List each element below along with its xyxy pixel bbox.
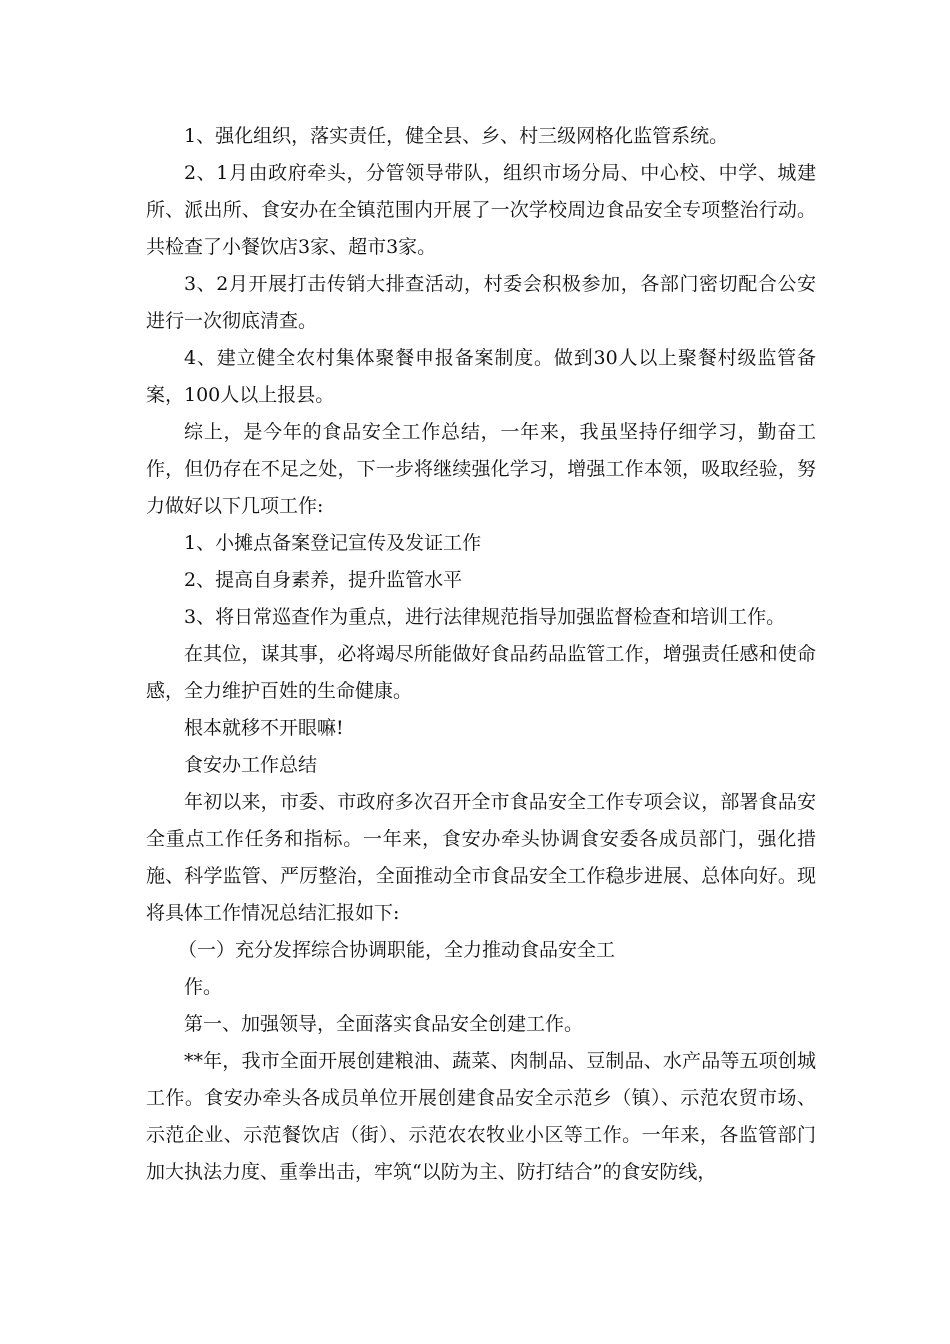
section-heading-1-continued: 作。 [184,976,223,998]
section-heading-1: （一）充分发挥综合协调职能，全力推动食品安全工 [178,939,616,961]
paragraph-item-2: 2、1月由政府牵头，分管领导带队，组织市场分局、中心校、中学、城建所、派出所、食安办在全镇范围内开展了一次学校周边食品安全专项整治行动。共检查了小餐饮店3家、超市3家。 [146,162,816,258]
section-title: 食安办工作总结 [184,754,318,776]
paragraph-task-1: 1、小摊点备案登记宣传及发证工作 [184,532,482,554]
subheading-1: 第一、加强领导，全面落实食品安全创建工作。 [184,1013,584,1035]
paragraph-item-1: 1、强化组织，落实责任，健全县、乡、村三级网格化监管系统。 [184,125,729,147]
paragraph-task-2: 2、提高自身素养，提升监管水平 [184,569,463,591]
paragraph-summary: 综上，是今年的食品安全工作总结，一年来，我虽坚持仔细学习，勤奋工作，但仍存在不足之处，下一步将继续强化学习，增强工作本领，吸取经验，努力做好以下几项工作: [146,421,816,517]
paragraph-intro: 年初以来，市委、市政府多次召开全市食品安全工作专项会议，部署食品安全重点工作任务和指标。一年来，食安办牵头协调食安委各成员部门，强化措施、科学监管、严厉整治，全面推动全市食品安全工作稳步进展、总体向好。现将具体工作情况总结汇报如下: [146,791,816,924]
paragraph-commitment: 在其位，谋其事，必将竭尽所能做好食品药品监管工作，增强责任感和使命感，全力维护百姓的生命健康。 [146,643,816,702]
paragraph-item-4: 4、建立健全农村集体聚餐申报备案制度。做到30人以上聚餐村级监管备案，100人以上报县。 [146,347,816,406]
paragraph-item-3: 3、2月开展打击传销大排查活动，村委会积极参加，各部门密切配合公安进行一次彻底清查。 [146,273,816,332]
paragraph-creation-work: **年，我市全面开展创建粮油、蔬菜、肉制品、豆制品、水产品等五项创城工作。食安办牵头各成员单位开展创建食品安全示范乡（镇）、示范农贸市场、示范企业、示范餐饮店（街）、示范农农牧业小区等工作。一年来，各监管部门加大执法力度、重拳出击，牢筑“以防为主、防打结合”的食安防线， [146,1050,816,1183]
paragraph-exclamation: 根本就移不开眼嘛! [184,717,344,739]
paragraph-task-3: 3、将日常巡查作为重点，进行法律规范指导加强监督检查和培训工作。 [184,606,786,628]
document-body [146,118,816,1191]
